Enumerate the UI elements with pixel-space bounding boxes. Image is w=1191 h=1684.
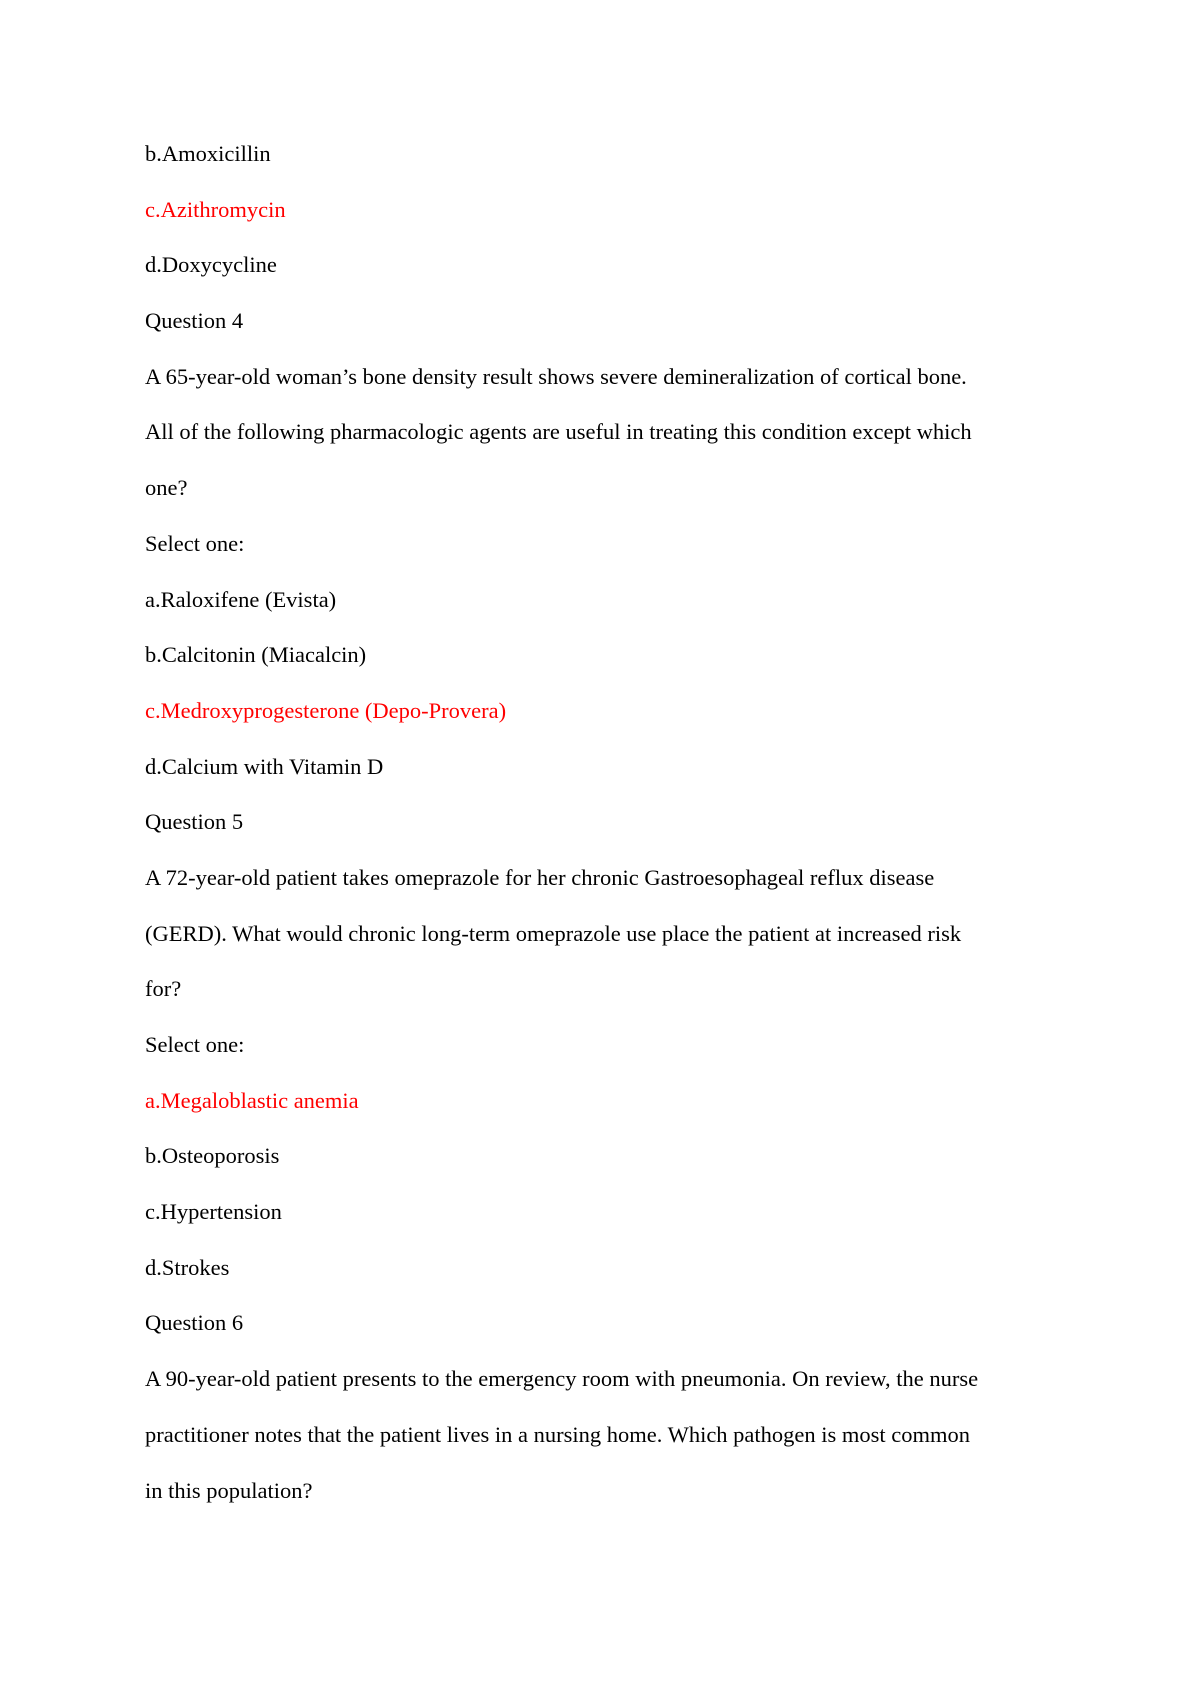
q4-option-d: d.Calcium with Vitamin D [145,753,384,779]
q6-heading: Question 6 [145,1310,244,1336]
q5-text-line: A 72-year-old patient takes omeprazole for her chronic Gastroesophageal reflux disease [145,864,935,890]
q6-text-line: in this population? [145,1477,313,1503]
q5-option-c: c.Hypertension [145,1199,282,1225]
q3-option-d: d.Doxycycline [145,252,277,278]
q4-select-prompt: Select one: [145,530,245,556]
q4-text-line: A 65-year-old woman’s bone density result shows severe demineralization of cortical bone. [145,363,967,389]
q6-text-line: practitioner notes that the patient lives in a nursing home. Which pathogen is most common [145,1421,971,1447]
q4-text-line: All of the following pharmacologic agents are useful in treating this condition except which [145,419,972,445]
q5-option-a-correct: a.Megaloblastic anemia [145,1087,359,1113]
q4-heading: Question 4 [145,308,244,334]
q4-text-line: one? [145,475,188,501]
q5-text-line: for? [145,976,182,1002]
q5-option-b: b.Osteoporosis [145,1143,280,1169]
q3-option-c-correct: c.Azithromycin [145,196,286,222]
q5-option-d: d.Strokes [145,1254,230,1280]
q4-option-c-correct: c.Medroxyprogesterone (Depo-Provera) [145,697,507,723]
page-content [145,137,1065,1529]
q6-text-line: A 90-year-old patient presents to the emergency room with pneumonia. On review, the nurse [145,1366,979,1392]
q5-select-prompt: Select one: [145,1032,245,1057]
q3-option-b: b.Amoxicillin [145,141,271,166]
q4-option-b: b.Calcitonin (Miacalcin) [145,642,367,668]
q5-text-line: (GERD). What would chronic long-term omeprazole use place the patient at increased risk [145,920,962,946]
q4-option-a: a.Raloxifene (Evista) [145,586,337,612]
q5-heading: Question 5 [145,809,244,835]
